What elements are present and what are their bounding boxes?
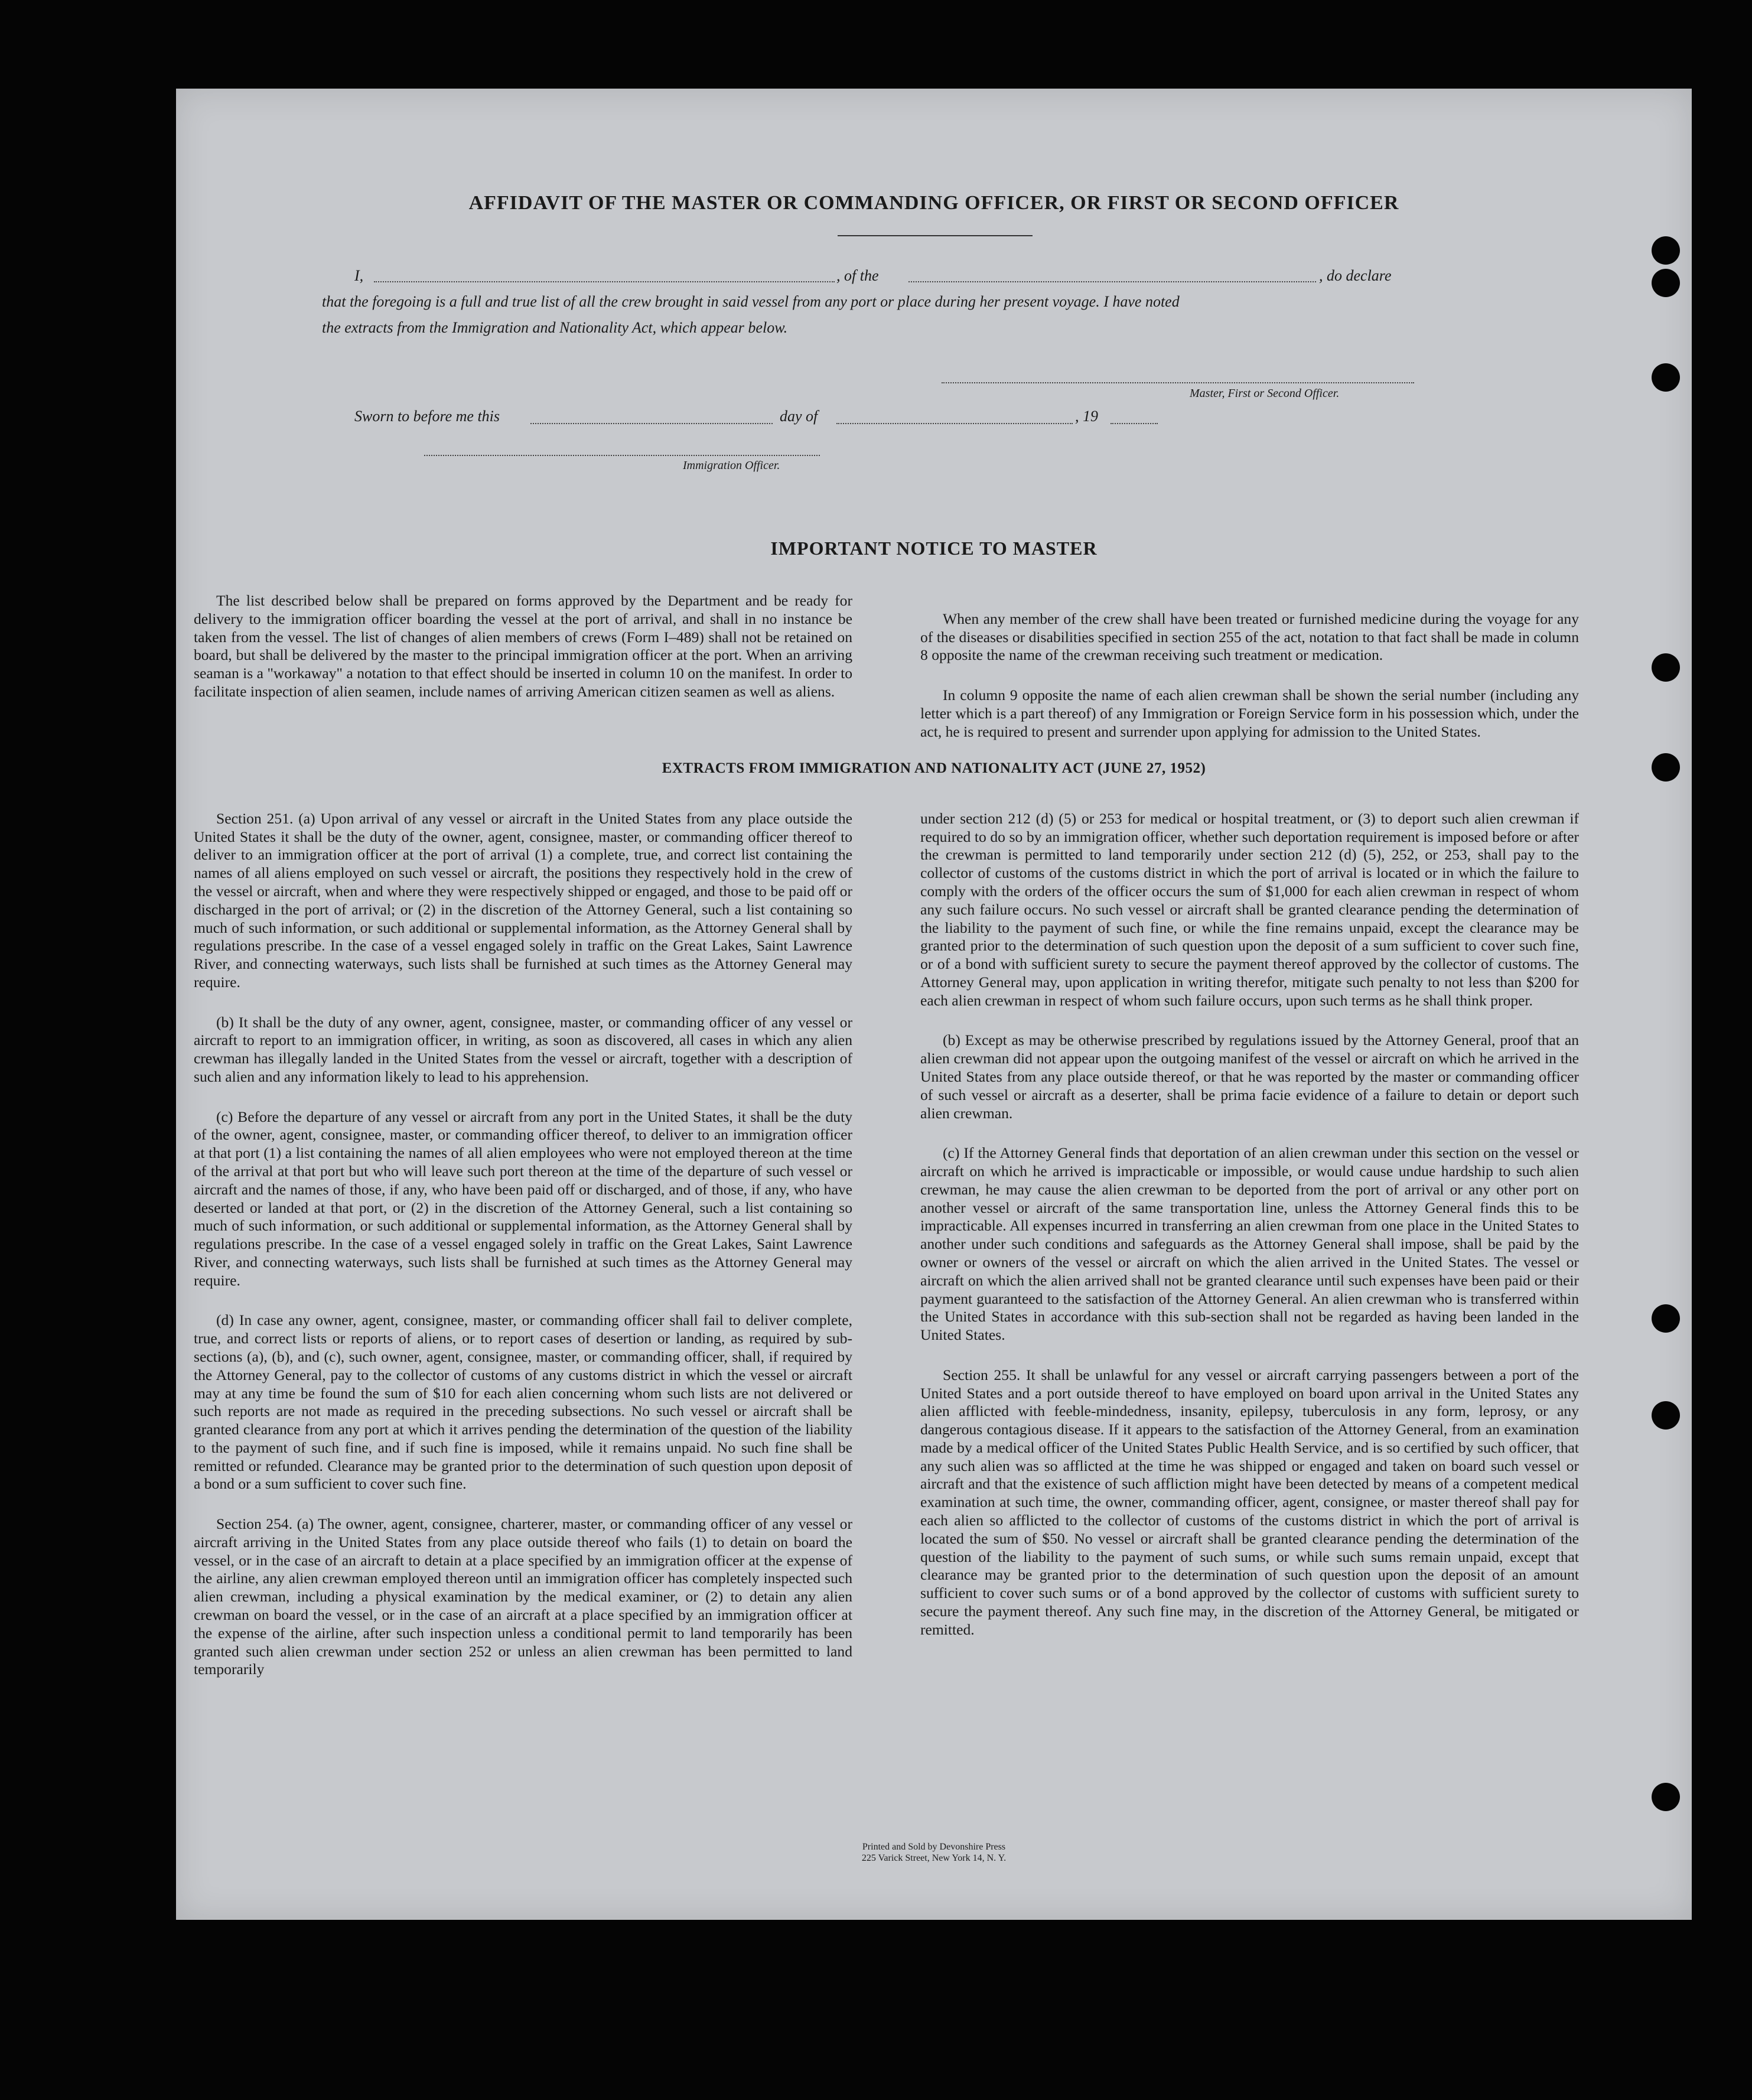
affidavit-line-1: that the foregoing is a full and true list of all the crew brought in said vessel from any port or place during her present voyage. I have noted	[322, 293, 1180, 310]
punch-hole	[1652, 236, 1680, 265]
sworn-day-field[interactable]	[530, 423, 773, 424]
punch-hole	[1652, 269, 1680, 297]
master-signature-field[interactable]	[942, 382, 1414, 383]
immigration-officer-label: Immigration Officer.	[683, 459, 780, 472]
immigration-officer-signature-field[interactable]	[424, 455, 820, 456]
notice-title: IMPORTANT NOTICE TO MASTER	[770, 538, 1098, 559]
title-rule	[838, 235, 1033, 236]
name-field[interactable]	[374, 281, 835, 282]
punch-hole	[1652, 1304, 1680, 1333]
section-254-c: (c) If the Attorney General finds that deportation of an alien crewman under this section on the vessel or aircraft on which he arrived is impracticable or impossible, or would cause undue hardship to such alien crewman, he may cause the alien crewman to be deported from the port of arrival or any other port on another vessel or aircraft of the same transportation line, unless the Attorney General finds this to be impracticable. All expenses incurred in transferring an alien crewman from one place in the United States to another under such conditions and safeguards as the Attorney General shall impose, shall be paid by the owner or owners of the vessel or aircraft on which the alien arrived in the United States. The vessel or aircraft on which the alien arrived shall not be granted clearance until such expenses have been paid or their payment guaranteed to the satisfaction of the Attorney General. An alien crewman who is transferred within the United States in accordance with this sub-section shall not be regarded as having been landed in the United States.	[920, 1144, 1579, 1344]
punch-hole	[1652, 653, 1680, 682]
punch-hole	[1652, 1783, 1680, 1811]
extracts-right-column	[920, 792, 1579, 1661]
section-251-d: (d) In case any owner, agent, consignee, master, or commanding officer shall fail to deliver complete, true, and correct lists or reports of aliens, or to report cases of desertion or landing, as required by sub-sections (a), (b), and (c), such owner, agent, consignee, master, or commanding officer, shall, if required by the Attorney General, pay to the collector of customs of any customs district in which the vessel or aircraft may at any time be found the sum of $10 for each alien concerning whom such lists are not delivered or such reports are not made as required in the preceding subsections. No such vessel or aircraft shall be granted clearance from any port at which it arrives pending the determination of the question of the liability to the payment of such fine, and if such fine is imposed, while it remains unpaid. No such fine shall be remitted or refunded. Clearance may be granted prior to the determination of such question upon deposit of a bond or a sum sufficient to cover such fine.	[194, 1311, 852, 1493]
printer-line-1: Printed and Sold by Devonshire Press	[862, 1842, 1006, 1852]
section-254-a-continued: under section 212 (d) (5) or 253 for medical or hospital treatment, or (3) to deport such alien crewman if required to do so by an immigration officer, whether such deportation requirement is imposed before or after the crewman is permitted to land temporarily under section 212 (d) (5), 252, or 253, shall pay to the collector of customs of the customs district in which the port of arrival is located or in which the failure to comply with the orders of the officer occurs the sum of $1,000 for each alien crewman in respect of whom any such failure occurs. No such vessel or aircraft shall be granted clearance pending the determination of the liability to the payment of such fine, or while the fine remains unpaid, except the clearance may be granted prior to the determination of such question upon the deposit of a sum sufficient to cover such fine, or of a bond with sufficient surety to secure the payment thereof approved by the collector of customs. The Attorney General may, upon application in writing therefor, mitigate such penalty to not less than $200 for each alien crewman in respect of whom such failure occurs, upon such terms as he shall think proper.	[920, 809, 1579, 1009]
notice-right-paragraph-1: When any member of the crew shall have been treated or furnished medicine during the voyage for any of the diseases or disabilities specified in section 255 of the act, notation to that fact shall be made in column 8 opposite the name of the crewman receiving such treatment or medication.	[920, 610, 1579, 664]
day-of-label: day of	[780, 408, 818, 425]
affidavit-i-label: I,	[354, 267, 364, 284]
printer-line-2: 225 Varick Street, New York 14, N. Y.	[861, 1853, 1007, 1863]
section-251-b: (b) It shall be the duty of any owner, agent, consignee, master, or commanding officer of any vessel or aircraft to report to an immigration officer, in writing, as soon as discovered, all cases in which any alien crewman has illegally landed in the United States from the vessel or aircraft, together with a description of such alien and any information likely to lead to his apprehension.	[194, 1013, 852, 1085]
section-254-b: (b) Except as may be otherwise prescribed by regulations issued by the Attorney General, proof that an alien crewman did not appear upon the outgoing manifest of the vessel or aircraft on which he arrived in the United States from any place outside thereof, or that he was reported by the master or commanding officer of such vessel or aircraft as a deserter, shall be prima facie evidence of a failure to detain or deport such alien crewman.	[920, 1031, 1579, 1122]
master-label: Master, First or Second Officer.	[1190, 387, 1340, 400]
extracts-left-column	[194, 792, 852, 1701]
affidavit-of-the: , of the	[836, 267, 879, 284]
sworn-month-field[interactable]	[836, 423, 1073, 424]
printer-imprint	[176, 1841, 1692, 1864]
affidavit-do-declare: , do declare	[1319, 267, 1392, 284]
punch-hole	[1652, 363, 1680, 392]
vessel-field[interactable]	[908, 281, 1316, 282]
notice-right-paragraph-2: In column 9 opposite the name of each alien crewman shall be shown the serial number (including any letter which is a part thereof) of any Immigration or Foreign Service form in his possession which, under the act, he is required to present and surrender upon applying for admission to the United States.	[920, 686, 1579, 740]
punch-hole	[1652, 753, 1680, 782]
extracts-title: EXTRACTS FROM IMMIGRATION AND NATIONALITY ACT (JUNE 27, 1952)	[662, 760, 1206, 776]
document-sheet	[176, 89, 1692, 1920]
sworn-year-field[interactable]	[1111, 423, 1158, 424]
notice-right-column	[920, 592, 1579, 763]
section-251-c: (c) Before the departure of any vessel or aircraft from any port in the United States, it shall be the duty of the owner, agent, consignee, master, or commanding officer thereof, to deliver to an immigration officer at that port (1) a list containing the names of all alien employees who were not employed thereon at the time of the arrival at that port but who will leave such port thereon at the time of the departure of such vessel or aircraft and the names of those, if any, who have been paid off or discharged, and of those, if any, who have deserted or landed at that port, or (2) in the discretion of the Attorney General, such a list containing so much of such information, or such additional or supplemental information, as the Attorney General shall by regulations prescribe. In the case of a vessel engaged solely in traffic on the Great Lakes, Saint Lawrence River, and connecting waterways, such lists shall be furnished at such times as the Attorney General may require.	[194, 1108, 852, 1289]
affidavit-title: AFFIDAVIT OF THE MASTER OR COMMANDING OFFICER, OR FIRST OR SECOND OFFICER	[468, 192, 1399, 214]
section-254-a: Section 254. (a) The owner, agent, consignee, charterer, master, or commanding officer of any vessel or aircraft arriving in the United States from any place outside thereof who fails (1) to detain on board the vessel, or in the case of an aircraft to detain at a place specified by an immigration officer at the expense of the airline, any alien crewman employed thereon until an immigration officer has completely inspected such alien crewman, including a physical examination by the medical examiner, or (2) to detain any alien crewman on board the vessel, or in the case of an aircraft at a place specified by an immigration officer at the expense of the airline, after such inspection unless a conditional permit to land temporarily has been granted such alien crewman under section 252 or unless an alien crewman has been permitted to land temporarily	[194, 1515, 852, 1678]
punch-hole	[1652, 1401, 1680, 1430]
section-251-a: Section 251. (a) Upon arrival of any vessel or aircraft in the United States from any place outside the United States it shall be the duty of the owner, agent, consignee, master, or commanding officer thereof to deliver to an immigration officer at the port of arrival (1) a complete, true, and correct list containing the names of all aliens employed on such vessel or aircraft, the positions they respectively hold in the crew of the vessel or aircraft, when and where they were respectively shipped or engaged, and those to be paid off or discharged in the port of arrival; or (2) in the discretion of the Attorney General, such a list containing so much of such information, or such additional or supplemental information, as the Attorney General shall by regulations prescribe. In the case of a vessel engaged solely in traffic on the Great Lakes, Saint Lawrence River, and connecting waterways, such lists shall be furnished at such times as the Attorney General may require.	[194, 809, 852, 991]
year-label: , 19	[1075, 408, 1098, 425]
sworn-label: Sworn to before me this	[354, 408, 500, 425]
notice-left-paragraph: The list described below shall be prepared on forms approved by the Department and be ready for delivery to the immigration officer boarding the vessel at the port of arrival, and shall in no instance be taken from the vessel. The list of changes of alien members of crews (Form I–489) shall not be retained on board, but shall be delivered by the master to the principal immigration officer at the port. When an arriving seaman is a "workaway" a notation to that effect should be inserted in column 10 on the manifest. In order to facilitate inspection of alien seamen, include names of arriving American citizen seamen as well as aliens.	[194, 592, 852, 700]
affidavit-line-2: the extracts from the Immigration and Nationality Act, which appear below.	[322, 319, 788, 336]
section-255: Section 255. It shall be unlawful for any vessel or aircraft carrying passengers between a port of the United States and a port outside thereof to have employed on board upon arrival in the United States any alien afflicted with feeble-mindedness, insanity, epilepsy, tuberculosis in any form, leprosy, or any dangerous contagious disease. If it appears to the satisfaction of the Attorney General, from an examination made by a medical officer of the United States Public Health Service, and is so certified by such officer, that any such alien was so afflicted at the time he was shipped or engaged and taken on board such vessel or aircraft and that the existence of such affliction might have been detected by means of a competent medical examination at such time, the owner, commanding officer, agent, consignee, or master thereof shall pay for each alien so afflicted to the collector of customs of the customs district in which the port of arrival is located the sum of $50. No vessel or aircraft shall be granted clearance pending the determination of the question of the liability to the payment of such sums, or while such sums remain unpaid, except that clearance may be granted prior to the determination of such question upon the deposit of an amount sufficient to cover such sums or of a bond approved by the collector of customs with sufficient surety to secure the payment thereof. Any such fine may, in the discretion of the Attorney General, be mitigated or remitted.	[920, 1366, 1579, 1638]
